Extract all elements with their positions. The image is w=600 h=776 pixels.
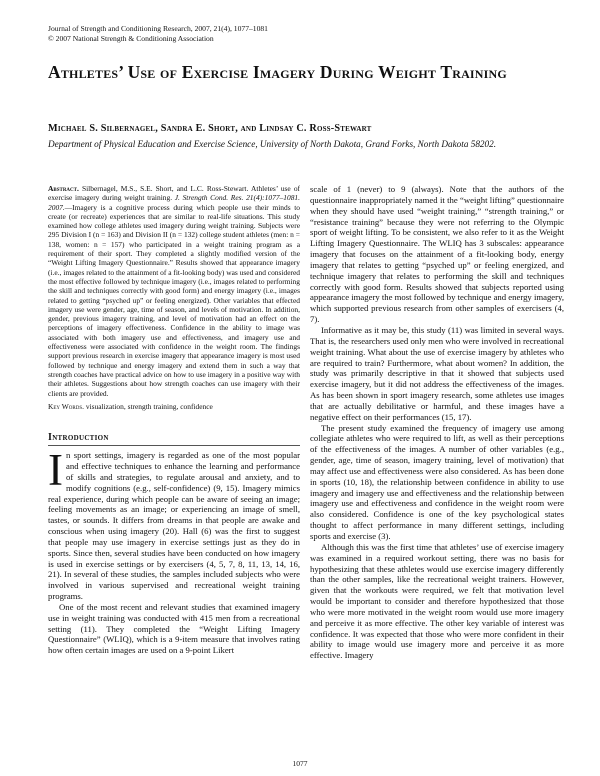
paragraph: scale of 1 (never) to 9 (always). Note that the authors of the questionnaire inappropriately named it the “weight lifting” questionnaire when they should have used “weight training,” “strength training,” or “resistance training” because they were not referring to the Olympic sport of weight lifting. To be consistent, we also refer to it as the Weight Lifting Imagery Questionnaire. The WLIQ has 3 subscales: appearance imagery that focuses on the attainment of a fit-looking body, energy imagery that relates to getting “psyched up” or feeling energized, and technique imagery that relates to performing the skill and techniques correctly with good form. Results showed that subjects reported using appearance imagery the most followed by technique and energy imagery, which supported previous research from other samples of exercisers (4, 7). <box>310 184 565 325</box>
paragraph: Although this was the first time that athletes’ use of exercise imagery was examined in a required workout setting, there was no basis for hypothesizing that these athletes would use exercise imagery differently than the other samples, like the recreational weight trainers. However, given that the workouts were required, we felt that motivation level would be important to consider and therefore hypothesized that those who were more motivated in the weight room would use more imagery and perceive it as more effective. The other key variable of interest was confidence. It was expected that those who were more confident in their ability to image would use imagery more and perceive it as more effective. Imagery <box>310 541 564 661</box>
paragraph: Informative as it may be, this study (11) was limited in several ways. That is, the researchers used only men who were involved in recreational weight training. What about the use of exercise imagery by athletes who are required to train? Furthermore, what about women? In addition, the study was primarily descriptive in that it showed that subjects used exercise imagery, but it did not address the effectiveness of the images. As has been shown in sport imagery research, some athletes use images that are actually debilitative or harmful, and these images have a negative effect on their performances (15, 17). <box>310 324 564 422</box>
introduction-body-right <box>310 184 564 661</box>
article-title: Athletes’ Use of Exercise Imagery During Weight Training <box>48 62 507 82</box>
abstract-intro: Silbernagel, M.S., S.E. Short, and L.C. Ross-Stewart. Athletes’ use of exercise imagery during weight training. <box>48 184 301 203</box>
drop-cap: I <box>48 445 63 496</box>
author-affiliation: Department of Physical Education and Exercise Science, University of North Dakota, Grand Forks, North Dakota 58202. <box>48 139 496 149</box>
introduction-heading: Introduction <box>48 432 300 446</box>
introduction-body-left <box>48 445 300 656</box>
journal-header <box>48 24 268 43</box>
copyright-line: © 2007 National Strength & Conditioning Association <box>48 33 214 43</box>
keywords-label: Key Words. <box>48 401 84 411</box>
page-number: 1077 <box>292 759 308 768</box>
paragraph: One of the most recent and relevant studies that examined imagery use in weight training was conducted with 415 men from a recreational setting (11). They completed the “Weight Lifting Imagery Questionnaire” (WLIQ), which is a 9-item measure that involves rating how often certain images are used on a 9-point Likert <box>48 601 300 656</box>
paragraph: The present study examined the frequency of imagery use among collegiate athletes who were required to lift, as well as their perceptions of the effectiveness of the images. A number of other variables (e.g., gender, age, time of season, imagery training, level of motivation) that may affect use and effectiveness were also considered. As has been done in sports (10, 18), the relationship between confidence in ability to use imagery and imagery use and effectiveness and the relationship between imagery use and effectiveness and confidence in the weight room were also considered. Confidence is one of the key psychological states thought to affect performance in many different settings, including sports and exercise (3). <box>310 422 564 541</box>
abstract-label: Abstract. <box>48 184 79 193</box>
abstract-body: —Imagery is a cognitive process during which people use their minds to create (or recreate) experiences that are similar to real-life situations. This study examined how college athletes used imagery during weight training. Subjects were 295 Division I (n = 163) and Division II (n = 132) college student athletes (men: n = 138, women: n = 157) who participated in a weight training program as a requirement of their sport. They completed a slightly modified version of the “Weight Lifting Imagery Questionnaire.” Results showed that appearance imagery (i.e., images related to the attainment of a fit-looking body) was used and considered the most effective followed by technique imagery (i.e., images related to performing the skill and techniques correctly with good form) and energy imagery (i.e., images related to getting “psyched up” or feeling energized). Other variables that effected imagery use were gender, age, time of season, and levels of motivation. In addition, gender, previous imagery training, and level of motivation had an effect on the perceptions of imagery effectiveness. Confidence in the ability to image was associated with both imagery use and effectiveness, and imagery use and effectiveness were associated with confidence in the weight room. The findings support previous research in exercise imagery that appearance imagery is most used followed by technique and energy imagery and extend them in such a way that strength coaches have practical advice on how to use imagery in a positive way with their athletes. Suggestions about how strength coaches can use imagery with their clients are provided. <box>48 202 300 398</box>
abstract-citation: J. Strength Cond. Res. 21(4):1077–1081. 2007. <box>48 193 300 212</box>
paragraph-text: n sport settings, imagery is regarded as one of the most popular and effective techniques to enhance the learning and performance of skills and strategies, to regulate arousal and anxiety, and to modify cognitions (e.g., self-confidence) (9, 15). Imagery mimics real experience, during which people can be aware of seeing an image; feeling movements as an image; or experiencing an image of smell, tastes, or sounds. It differs from dreams in that people are awake and conscious when using imagery (20). Hall (6) was the first to suggest that people may use imagery in exercise settings just as they do in sports. Since then, several studies have been conducted on how imagery is used in exercise settings or by exercisers (4, 5, 7, 8, 11, 13, 14, 16, 21). In several of these studies, the samples included subjects who were involved in various supervised and recreational weight training programs. <box>48 450 300 602</box>
left-column <box>48 184 300 656</box>
keywords <box>48 402 300 411</box>
abstract <box>48 184 300 398</box>
right-column <box>310 184 564 661</box>
keywords-text: visualization, strength training, confidence <box>85 401 213 411</box>
author-list: Michael S. Silbernagel, Sandra E. Short, and Lindsay C. Ross-Stewart <box>48 123 372 134</box>
paragraph <box>48 445 300 602</box>
journal-citation-line: Journal of Strength and Conditioning Research, 2007, 21(4), 1077–1081 <box>48 24 268 33</box>
